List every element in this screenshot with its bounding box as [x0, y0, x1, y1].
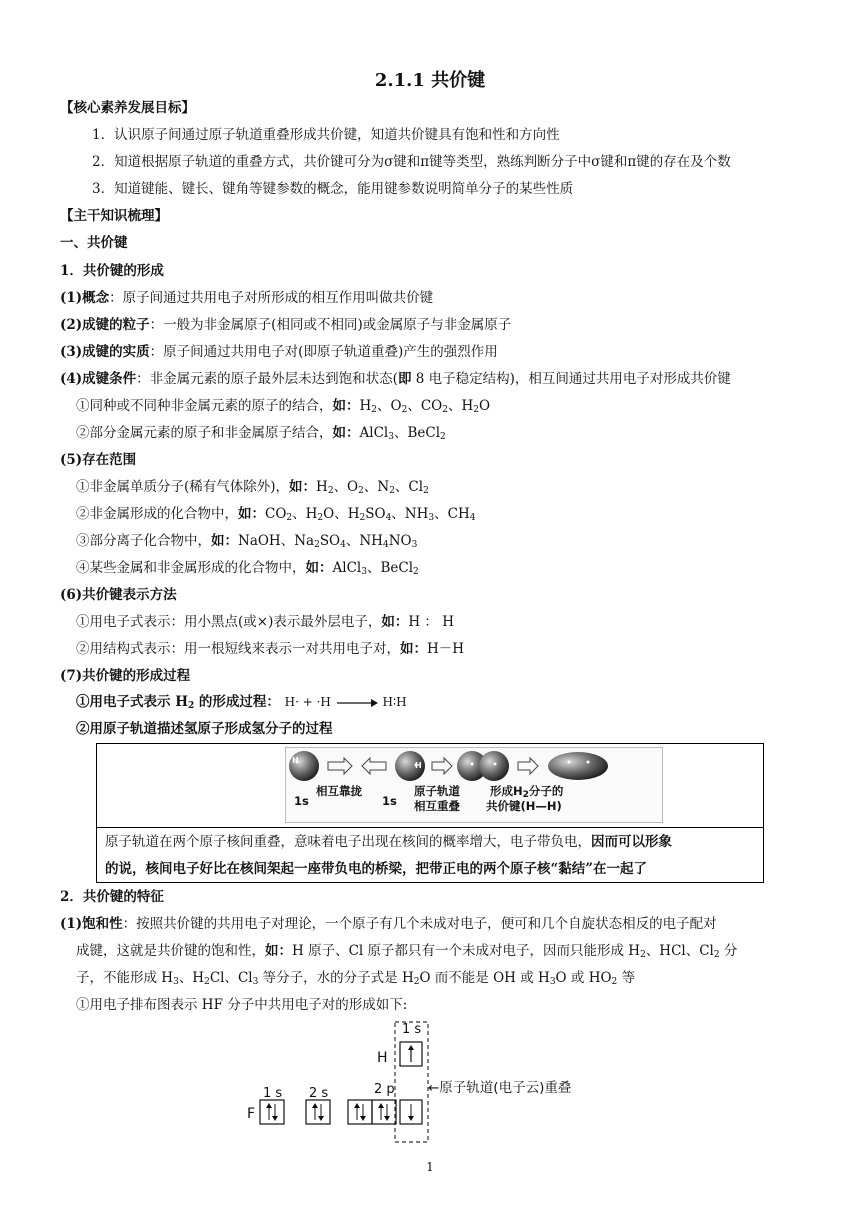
orbital-label: 2 p: [374, 1082, 395, 1097]
section-heading: 一、共价键: [60, 235, 128, 251]
paragraph: (4)成键条件：非金属元素的原子最外层未达到饱和状态(即 8 电子稳定结构)，相互间通过共用电子对形成共价键: [60, 371, 731, 387]
list-item: ②非金属形成的化合物中，如：$CO_2$、$H_2O$、$H_2SO_4$、$NH_3$、$CH_4$: [76, 506, 476, 523]
list-item: ②用原子轨道描述氢原子形成氢分子的过程: [76, 721, 333, 737]
list-item: ①用电子式表示：用小黑点(或×)表示最外层电子，如：H ： H: [76, 614, 454, 630]
step-label: 相互重叠: [414, 799, 460, 813]
electron-formula: H· + ·H H∶H: [284, 695, 407, 709]
step-label: 共价键(H—H): [486, 799, 562, 813]
paragraph: (2)成键的粒子：一般为非金属原子(相同或不相同)或金属原子与非金属原子: [60, 317, 512, 333]
list-item: ②用结构式表示：用一根短线来表示一对共用电子对，如：H－H: [76, 641, 465, 657]
element-label: H: [377, 1050, 388, 1066]
orbital-label: 1 s: [263, 1086, 283, 1101]
box-text: 的说，核间电子好比在核间架起一座带负电的桥梁，把带正电的两个原子核“黏结”在一起了: [105, 861, 648, 877]
goal-item: 2．知道根据原子轨道的重叠方式，共价键可分为σ键和π键等类型，熟练判断分子中σ键和π键的存在及个数: [92, 154, 731, 170]
paragraph-heading: (6)共价键表示方法: [60, 587, 177, 603]
paragraph-heading: (5)存在范围: [60, 452, 137, 468]
list-item: ②部分金属元素的原子和非金属原子结合，如：AlCl$_3$、BeCl$_2$: [76, 425, 446, 442]
goal-item: 3．知道键能、键长、键角等键参数的概念，能用键参数说明简单分子的某些性质: [92, 181, 574, 197]
page-title: 2.1.1 共价键: [374, 70, 486, 91]
orbital-overlap-diagram: [285, 747, 663, 823]
list-item: ①用电子式表示 $H_2$ 的形成过程： H· + ·H H∶H: [76, 694, 407, 711]
list-item: ③部分离子化合物中，如：NaOH、$Na_2SO_4$、$NH_4NO_3$: [76, 533, 418, 550]
paragraph-heading: (7)共价键的形成过程: [60, 668, 191, 684]
step-label: 形成$H_2$分子的: [490, 784, 564, 800]
paragraph: 子，不能形成 $H_3$、$H_2Cl$、$Cl_3$ 等分子，水的分子式是 $H_2O$ 而不能是 OH 或 $H_3O$ 或 $HO_2$ 等: [76, 970, 636, 987]
paragraph: (1)饱和性：按照共价键的共用电子对理论，一个原子有几个未成对电子，便可和几个自旋状态相反的电子配对: [60, 916, 717, 932]
subsection-heading: 2．共价键的特征: [60, 889, 164, 905]
step-label: 原子轨道: [414, 784, 460, 798]
box-text: 原子轨道在两个原子核间重叠，意味着电子出现在核间的概率增大，电子带负电，因而可以形象: [105, 834, 672, 850]
atom-label: H: [415, 761, 422, 770]
goal-item: 1．认识原子间通过原子轨道重叠形成共价键，知道共价键具有饱和性和方向性: [92, 127, 560, 143]
list-item: ①非金属单质分子(稀有气体除外)，如：$H_2$、$O_2$、$N_2$、$Cl_2$: [76, 479, 429, 496]
divider: [97, 827, 763, 828]
list-item: ①用电子排布图表示 HF 分子中共用电子对的形成如下:: [76, 997, 408, 1013]
subsection-heading: 1．共价键的形成: [60, 263, 164, 279]
paragraph: 成键，这就是共价键的饱和性，如：H 原子、Cl 原子都只有一个未成对电子，因而只能形成 $H_2$、HCl、$Cl_2$ 分: [76, 943, 738, 960]
paragraph: (1)概念：原子间通过共用电子对所形成的相互作用叫做共价键: [60, 290, 434, 306]
list-item: ①同种或不同种非金属元素的原子的结合，如：$H_2$、$O_2$、$CO_2$、$H_2O$: [76, 398, 491, 415]
atom-label: H: [292, 756, 299, 765]
orbital-label: 1 s: [402, 1022, 422, 1037]
list-item: ④某些金属和非金属形成的化合物中，如：AlCl$_3$、BeCl$_2$: [76, 560, 419, 577]
orbital-label: 1s: [294, 794, 309, 808]
orbital-label: 1s: [382, 794, 397, 808]
orbital-label: 2 s: [309, 1086, 329, 1101]
knowledge-heading: 【主干知识梳理】: [60, 208, 168, 224]
info-box: [96, 743, 764, 883]
goals-heading: 【核心素养发展目标】: [60, 100, 195, 116]
arrow-icon: [335, 698, 379, 708]
page-number: 1: [426, 1160, 434, 1174]
element-label: F: [247, 1106, 256, 1122]
paragraph: (3)成键的实质：原子间通过共用电子对(即原子轨道重叠)产生的强烈作用: [60, 344, 498, 360]
annotation-label: ←原子轨道(电子云)重叠: [428, 1080, 572, 1096]
step-label: 相互靠拢: [316, 784, 362, 798]
